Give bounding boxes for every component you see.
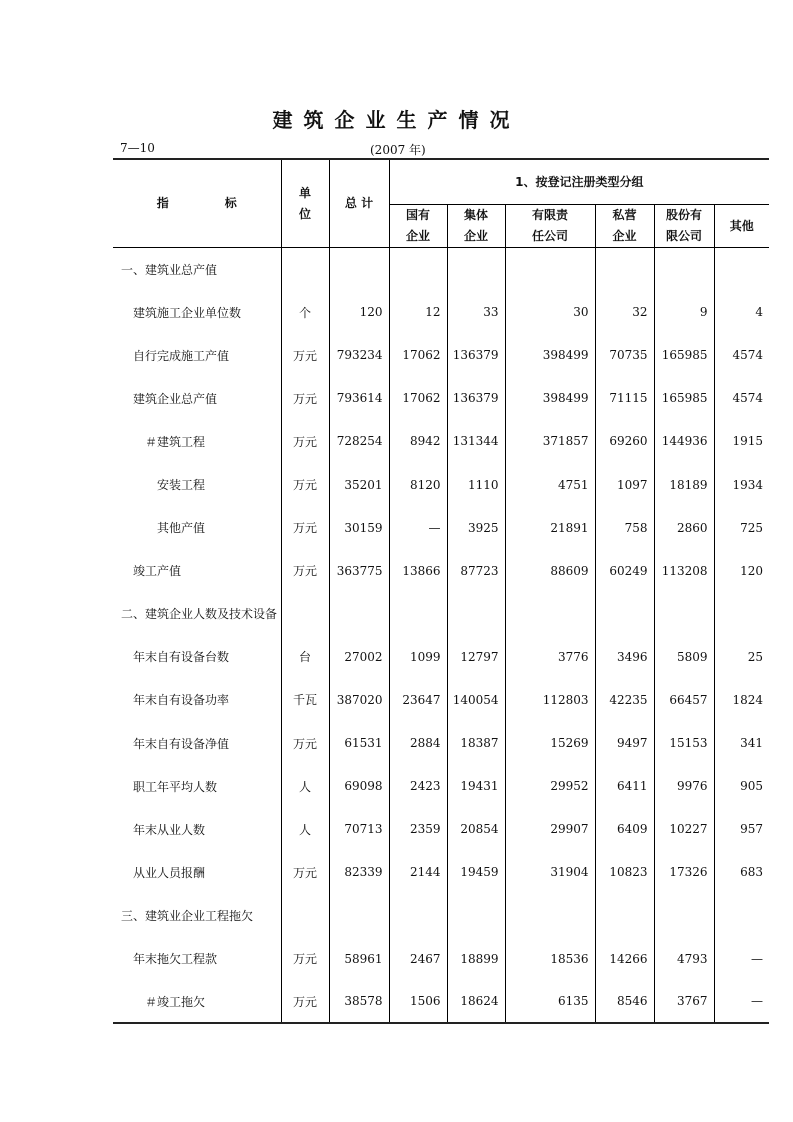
total-cell: 363775 (329, 549, 389, 592)
table-row (113, 808, 769, 851)
value-cell: 144936 (654, 420, 714, 463)
value-cell: 13866 (389, 549, 447, 592)
unit-header-b: 位 (298, 206, 311, 221)
value-cell: 9 (654, 291, 714, 334)
row-label: 职工年平均人数 (133, 779, 218, 794)
table-code: 7—10 (120, 141, 155, 155)
value-cell: 905 (714, 765, 769, 808)
value-cell: 165985 (654, 334, 714, 377)
value-cell (654, 248, 714, 291)
value-cell: 18624 (447, 980, 505, 1023)
value-cell: 1824 (714, 678, 769, 721)
value-cell: 69260 (595, 420, 654, 463)
row-unit: 人 (281, 808, 329, 851)
value-cell: 6411 (595, 765, 654, 808)
value-cell: 2423 (389, 765, 447, 808)
value-cell (505, 248, 595, 291)
value-cell: 12 (389, 291, 447, 334)
col-header-line: 企业 (405, 229, 430, 243)
table-row (113, 420, 769, 463)
row-label: 年末自有设备净值 (133, 736, 230, 751)
value-cell (389, 248, 447, 291)
value-cell (447, 894, 505, 937)
value-cell: 1110 (447, 463, 505, 506)
value-cell: 30 (505, 291, 595, 334)
total-cell: 35201 (329, 463, 389, 506)
col-header-line: 任公司 (531, 229, 568, 243)
row-label: 三、建筑业企业工程拖欠 (121, 908, 254, 923)
value-cell: 957 (714, 808, 769, 851)
total-cell (329, 592, 389, 635)
row-label: 竣工产值 (133, 564, 182, 579)
value-cell: 136379 (447, 377, 505, 420)
col-header-line: 股份有 (665, 208, 702, 222)
value-cell (654, 894, 714, 937)
value-cell: 4793 (654, 937, 714, 980)
table-row (113, 765, 769, 808)
value-cell: 371857 (505, 420, 595, 463)
col-header-joint-stock (654, 205, 714, 248)
unit-header-a: 单 (298, 185, 311, 200)
value-cell (714, 248, 769, 291)
value-cell: 9497 (595, 722, 654, 765)
value-cell (447, 592, 505, 635)
value-cell: 4574 (714, 334, 769, 377)
value-cell: 683 (714, 851, 769, 894)
value-cell: 12797 (447, 635, 505, 678)
indicator-header (113, 159, 281, 248)
total-cell: 120 (329, 291, 389, 334)
group-header: 1、按登记注册类型分组 (389, 159, 769, 205)
value-cell: 3776 (505, 635, 595, 678)
table-row (113, 549, 769, 592)
table-year: (2007 年) (370, 143, 426, 157)
value-cell: 70735 (595, 334, 654, 377)
total-cell: 30159 (329, 506, 389, 549)
value-cell: — (714, 937, 769, 980)
row-unit: 万元 (281, 549, 329, 592)
row-unit: 万元 (281, 506, 329, 549)
table-row (113, 851, 769, 894)
total-cell: 38578 (329, 980, 389, 1023)
value-cell: 4751 (505, 463, 595, 506)
col-header-line: 私营 (612, 208, 637, 222)
table-row (113, 592, 769, 635)
value-cell: 15269 (505, 722, 595, 765)
row-unit: 台 (281, 635, 329, 678)
value-cell (595, 248, 654, 291)
value-cell: 88609 (505, 549, 595, 592)
row-unit: 千瓦 (281, 678, 329, 721)
row-unit (281, 592, 329, 635)
row-label: 年末拖欠工程款 (133, 952, 218, 967)
col-header-private (595, 205, 654, 248)
row-unit: 万元 (281, 463, 329, 506)
row-label: 自行完成施工产值 (133, 348, 230, 363)
table-row (113, 980, 769, 1023)
table-header (113, 159, 769, 248)
row-label: 安装工程 (157, 478, 206, 493)
value-cell: 29952 (505, 765, 595, 808)
total-cell: 728254 (329, 420, 389, 463)
value-cell: 9976 (654, 765, 714, 808)
value-cell: 17326 (654, 851, 714, 894)
row-unit: 万元 (281, 851, 329, 894)
value-cell: 398499 (505, 377, 595, 420)
value-cell: 33 (447, 291, 505, 334)
total-cell (329, 248, 389, 291)
value-cell: 4574 (714, 377, 769, 420)
value-cell: 3767 (654, 980, 714, 1023)
value-cell: 8546 (595, 980, 654, 1023)
total-cell: 387020 (329, 678, 389, 721)
total-cell (329, 894, 389, 937)
value-cell: 20854 (447, 808, 505, 851)
value-cell: 113208 (654, 549, 714, 592)
total-cell: 69098 (329, 765, 389, 808)
value-cell: 8942 (389, 420, 447, 463)
row-label: 年末自有设备功率 (133, 693, 230, 708)
value-cell: 14266 (595, 937, 654, 980)
col-header-line: 国有 (405, 208, 430, 222)
value-cell: — (714, 980, 769, 1023)
row-unit (281, 248, 329, 291)
value-cell: 18189 (654, 463, 714, 506)
value-cell: 2144 (389, 851, 447, 894)
value-cell (505, 592, 595, 635)
indicator-header-a: 指 (156, 196, 169, 210)
table-body (113, 248, 769, 1024)
value-cell: 2860 (654, 506, 714, 549)
value-cell: 2884 (389, 722, 447, 765)
total-cell: 793234 (329, 334, 389, 377)
value-cell: 758 (595, 506, 654, 549)
col-header-state (389, 205, 447, 248)
value-cell: 31904 (505, 851, 595, 894)
total-cell: 61531 (329, 722, 389, 765)
value-cell: 15153 (654, 722, 714, 765)
value-cell: 19431 (447, 765, 505, 808)
table-row (113, 377, 769, 420)
col-header-line: 限公司 (665, 229, 702, 243)
row-label: 一、建筑业总产值 (121, 262, 218, 277)
table-row (113, 678, 769, 721)
row-label: ＃建筑工程 (145, 434, 206, 449)
value-cell: 112803 (505, 678, 595, 721)
value-cell: 2467 (389, 937, 447, 980)
value-cell: 25 (714, 635, 769, 678)
value-cell: 23647 (389, 678, 447, 721)
row-label: ＃竣工拖欠 (145, 994, 206, 1009)
value-cell (714, 592, 769, 635)
total-cell: 58961 (329, 937, 389, 980)
row-label: 从业人员报酬 (133, 865, 206, 880)
row-unit: 万元 (281, 722, 329, 765)
value-cell (595, 592, 654, 635)
value-cell: 18387 (447, 722, 505, 765)
value-cell: 87723 (447, 549, 505, 592)
value-cell: 131344 (447, 420, 505, 463)
row-unit: 万元 (281, 937, 329, 980)
value-cell: 140054 (447, 678, 505, 721)
value-cell: 32 (595, 291, 654, 334)
table-row (113, 334, 769, 377)
value-cell: 120 (714, 549, 769, 592)
col-header-llc (505, 205, 595, 248)
total-cell: 27002 (329, 635, 389, 678)
value-cell: 17062 (389, 377, 447, 420)
col-header-line: 企业 (612, 229, 637, 243)
value-cell (447, 248, 505, 291)
total-cell: 793614 (329, 377, 389, 420)
col-header-line: 有限责 (531, 208, 568, 222)
table-row (113, 722, 769, 765)
row-label: 年末自有设备台数 (133, 650, 230, 665)
value-cell: 2359 (389, 808, 447, 851)
table-row (113, 894, 769, 937)
value-cell: 6409 (595, 808, 654, 851)
row-unit: 人 (281, 765, 329, 808)
value-cell (595, 894, 654, 937)
value-cell (389, 592, 447, 635)
value-cell: 8120 (389, 463, 447, 506)
row-unit: 万元 (281, 377, 329, 420)
total-cell: 70713 (329, 808, 389, 851)
total-header: 总 计 (329, 159, 389, 248)
row-unit: 万元 (281, 980, 329, 1023)
value-cell: 71115 (595, 377, 654, 420)
value-cell: 42235 (595, 678, 654, 721)
value-cell: 17062 (389, 334, 447, 377)
value-cell: 136379 (447, 334, 505, 377)
row-label: 年末从业人数 (133, 822, 206, 837)
row-label: 二、建筑企业人数及技术设备 (121, 607, 278, 622)
value-cell: 1097 (595, 463, 654, 506)
value-cell: 1915 (714, 420, 769, 463)
value-cell: 5809 (654, 635, 714, 678)
value-cell: 10823 (595, 851, 654, 894)
value-cell: 18536 (505, 937, 595, 980)
value-cell: 29907 (505, 808, 595, 851)
col-header-other: 其他 (714, 205, 769, 248)
value-cell: 18899 (447, 937, 505, 980)
col-header-line: 集体 (463, 208, 488, 222)
value-cell: — (389, 506, 447, 549)
value-cell (714, 894, 769, 937)
table-row (113, 635, 769, 678)
table-row (113, 463, 769, 506)
value-cell: 165985 (654, 377, 714, 420)
value-cell: 4 (714, 291, 769, 334)
value-cell: 60249 (595, 549, 654, 592)
value-cell: 341 (714, 722, 769, 765)
stats-table (113, 158, 769, 1024)
value-cell: 6135 (505, 980, 595, 1023)
row-unit (281, 894, 329, 937)
row-unit: 个 (281, 291, 329, 334)
value-cell: 3925 (447, 506, 505, 549)
value-cell: 66457 (654, 678, 714, 721)
row-unit: 万元 (281, 334, 329, 377)
value-cell: 398499 (505, 334, 595, 377)
value-cell: 1506 (389, 980, 447, 1023)
table-row (113, 937, 769, 980)
row-label: 建筑企业总产值 (133, 391, 218, 406)
total-cell: 82339 (329, 851, 389, 894)
value-cell (654, 592, 714, 635)
value-cell: 1099 (389, 635, 447, 678)
value-cell: 725 (714, 506, 769, 549)
value-cell: 19459 (447, 851, 505, 894)
value-cell: 3496 (595, 635, 654, 678)
row-label: 建筑施工企业单位数 (133, 305, 242, 320)
page-title: 建筑企业生产情况 (272, 108, 521, 132)
unit-header (281, 159, 329, 248)
col-header-line: 企业 (463, 229, 488, 243)
value-cell (505, 894, 595, 937)
indicator-header-b: 标 (224, 196, 237, 210)
value-cell: 10227 (654, 808, 714, 851)
value-cell: 21891 (505, 506, 595, 549)
row-unit: 万元 (281, 420, 329, 463)
row-label: 其他产值 (157, 521, 206, 536)
table-row (113, 291, 769, 334)
value-cell: 1934 (714, 463, 769, 506)
table-row (113, 506, 769, 549)
table-row (113, 248, 769, 291)
value-cell (389, 894, 447, 937)
col-header-collective (447, 205, 505, 248)
